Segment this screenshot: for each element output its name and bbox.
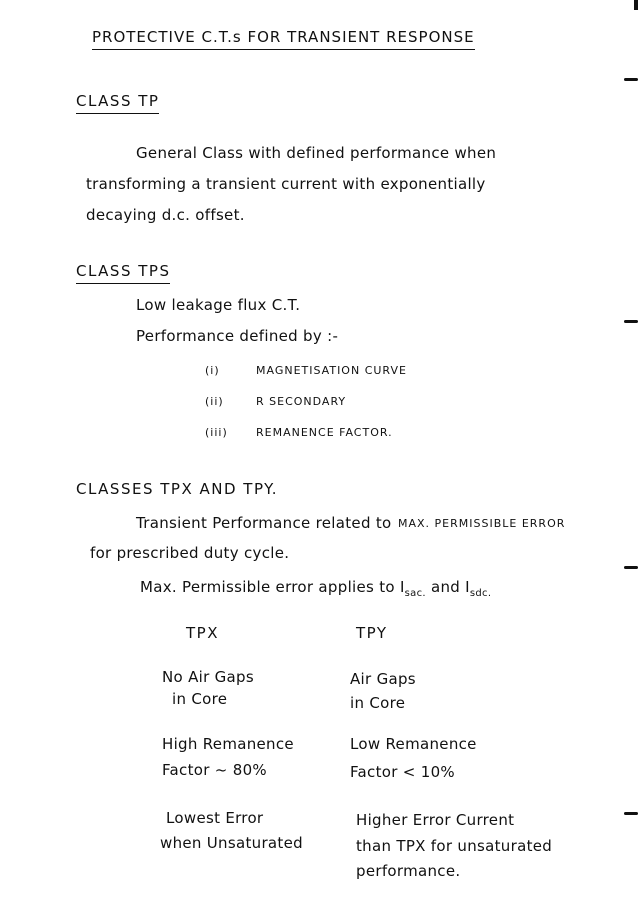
tp-line-3: decaying d.c. offset. <box>86 206 245 224</box>
tpx-row-1-line-1: No Air Gaps <box>162 668 254 686</box>
tps-item-1-text: MAGNETISATION CURVE <box>256 364 407 377</box>
margin-mark-3 <box>624 566 638 569</box>
tpxy-line-1a: Transient Performance related to <box>136 514 392 532</box>
heading-classes-tpx-tpy: CLASSES TPX AND TPY. <box>76 480 279 498</box>
tp-line-1: General Class with defined performance when <box>136 144 497 162</box>
tps-line-1: Low leakage flux C.T. <box>136 296 301 314</box>
tpxy-line-3-a: Max. Permissible error applies to I <box>140 578 405 596</box>
margin-mark-4 <box>624 812 638 815</box>
tps-item-3-text: REMANENCE FACTOR. <box>256 426 393 439</box>
tpx-row-3-line-1: Lowest Error <box>166 809 264 827</box>
tpy-row-2-line-2: Factor < 10% <box>350 763 455 781</box>
tpy-row-3-line-3: performance. <box>356 862 461 880</box>
corner-mark <box>634 0 638 10</box>
heading-class-tps: CLASS TPS <box>76 262 170 284</box>
tpx-row-3-line-2: when Unsaturated <box>160 834 303 852</box>
tpxy-line-2: for prescribed duty cycle. <box>90 544 290 562</box>
tps-item-2-num: (ii) <box>205 395 224 408</box>
tpx-row-2-line-2: Factor ~ 80% <box>162 761 267 779</box>
margin-mark-1 <box>624 78 638 81</box>
tpxy-line-3 <box>140 578 491 599</box>
tp-line-2: transforming a transient current with exponentially <box>86 175 486 193</box>
tpy-row-2-line-1: Low Remanence <box>350 735 477 753</box>
tpy-row-3-line-2: than TPX for unsaturated <box>356 837 553 855</box>
tpx-row-2-line-1: High Remanence <box>162 735 294 753</box>
tps-item-1-num: (i) <box>205 364 220 377</box>
tpy-row-3-line-1: Higher Error Current <box>356 811 515 829</box>
tpy-row-1-line-2: in Core <box>350 694 406 712</box>
tpxy-line-3-and: and I <box>425 578 470 596</box>
tpxy-line-1b: MAX. PERMISSIBLE ERROR <box>398 517 566 530</box>
page-title: PROTECTIVE C.T.s FOR TRANSIENT RESPONSE <box>92 28 475 50</box>
tps-line-2: Performance defined by :- <box>136 327 339 345</box>
column-header-tpy: TPY <box>356 624 388 642</box>
column-header-tpx: TPX <box>186 624 219 642</box>
tpx-row-1-line-2: in Core <box>172 690 228 708</box>
tpxy-line-3-sub2: sdc. <box>469 588 492 599</box>
tps-item-3-num: (iii) <box>205 426 228 439</box>
margin-mark-2 <box>624 320 638 323</box>
tpxy-line-3-sub1: sac. <box>404 588 426 599</box>
heading-class-tp: CLASS TP <box>76 92 159 114</box>
tpy-row-1-line-1: Air Gaps <box>350 670 416 688</box>
tps-item-2-text: R SECONDARY <box>256 395 347 408</box>
